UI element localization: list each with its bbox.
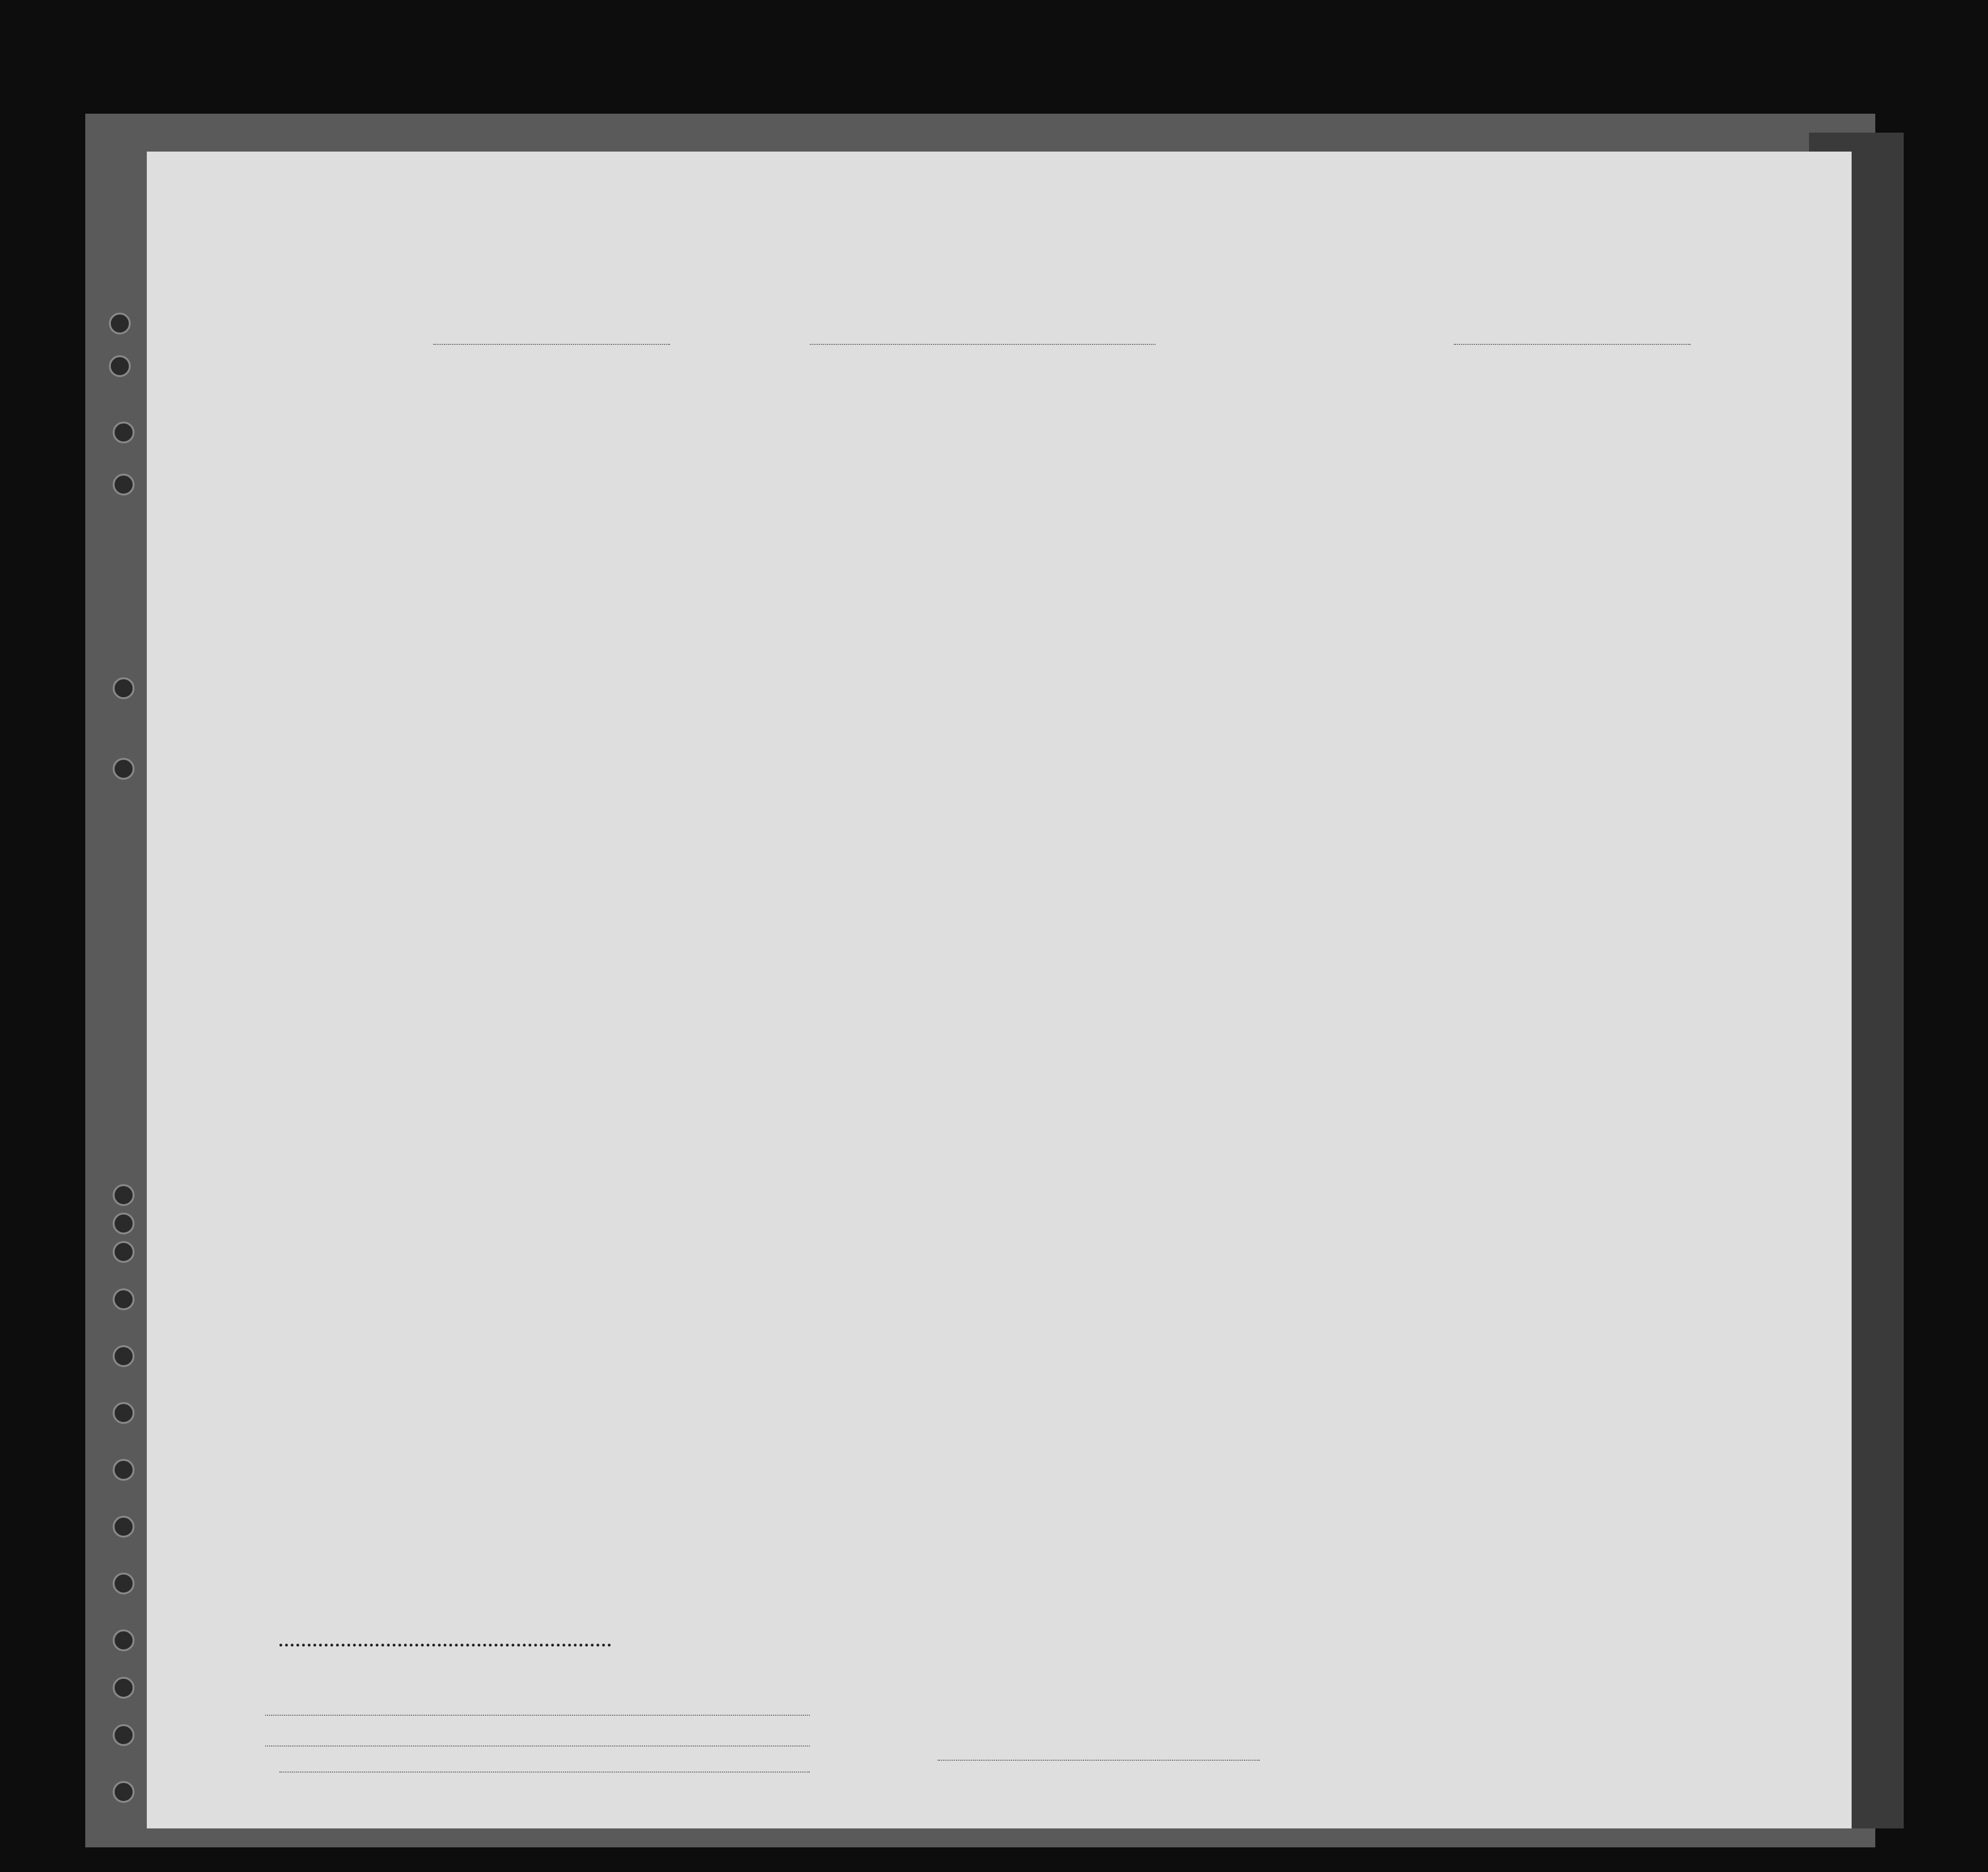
dotted-rule xyxy=(938,1760,1260,1761)
binder-hole xyxy=(113,1345,134,1367)
binder-hole xyxy=(113,1288,134,1310)
binder-hole xyxy=(113,1629,134,1651)
binder-hole xyxy=(113,422,134,443)
binder-hole xyxy=(113,1724,134,1746)
closing-dotted-rule xyxy=(279,1644,611,1647)
binder-hole xyxy=(109,313,131,334)
binder-hole xyxy=(113,1213,134,1234)
binder-hole xyxy=(113,1241,134,1263)
binder-hole xyxy=(113,677,134,699)
binder-hole xyxy=(113,758,134,780)
binder-hole xyxy=(109,355,131,377)
checkmark-layer xyxy=(147,152,1852,1828)
binder-hole xyxy=(113,1459,134,1481)
binder-hole xyxy=(113,1573,134,1594)
dotted-rule xyxy=(279,1772,810,1773)
binder-hole xyxy=(113,1781,134,1803)
binder-hole xyxy=(113,1677,134,1699)
binder-hole xyxy=(113,1184,134,1206)
binder-hole xyxy=(113,1402,134,1424)
binder-hole xyxy=(113,474,134,495)
dotted-rule xyxy=(265,1715,810,1716)
binder-hole xyxy=(113,1516,134,1538)
manifest-page xyxy=(147,152,1852,1828)
